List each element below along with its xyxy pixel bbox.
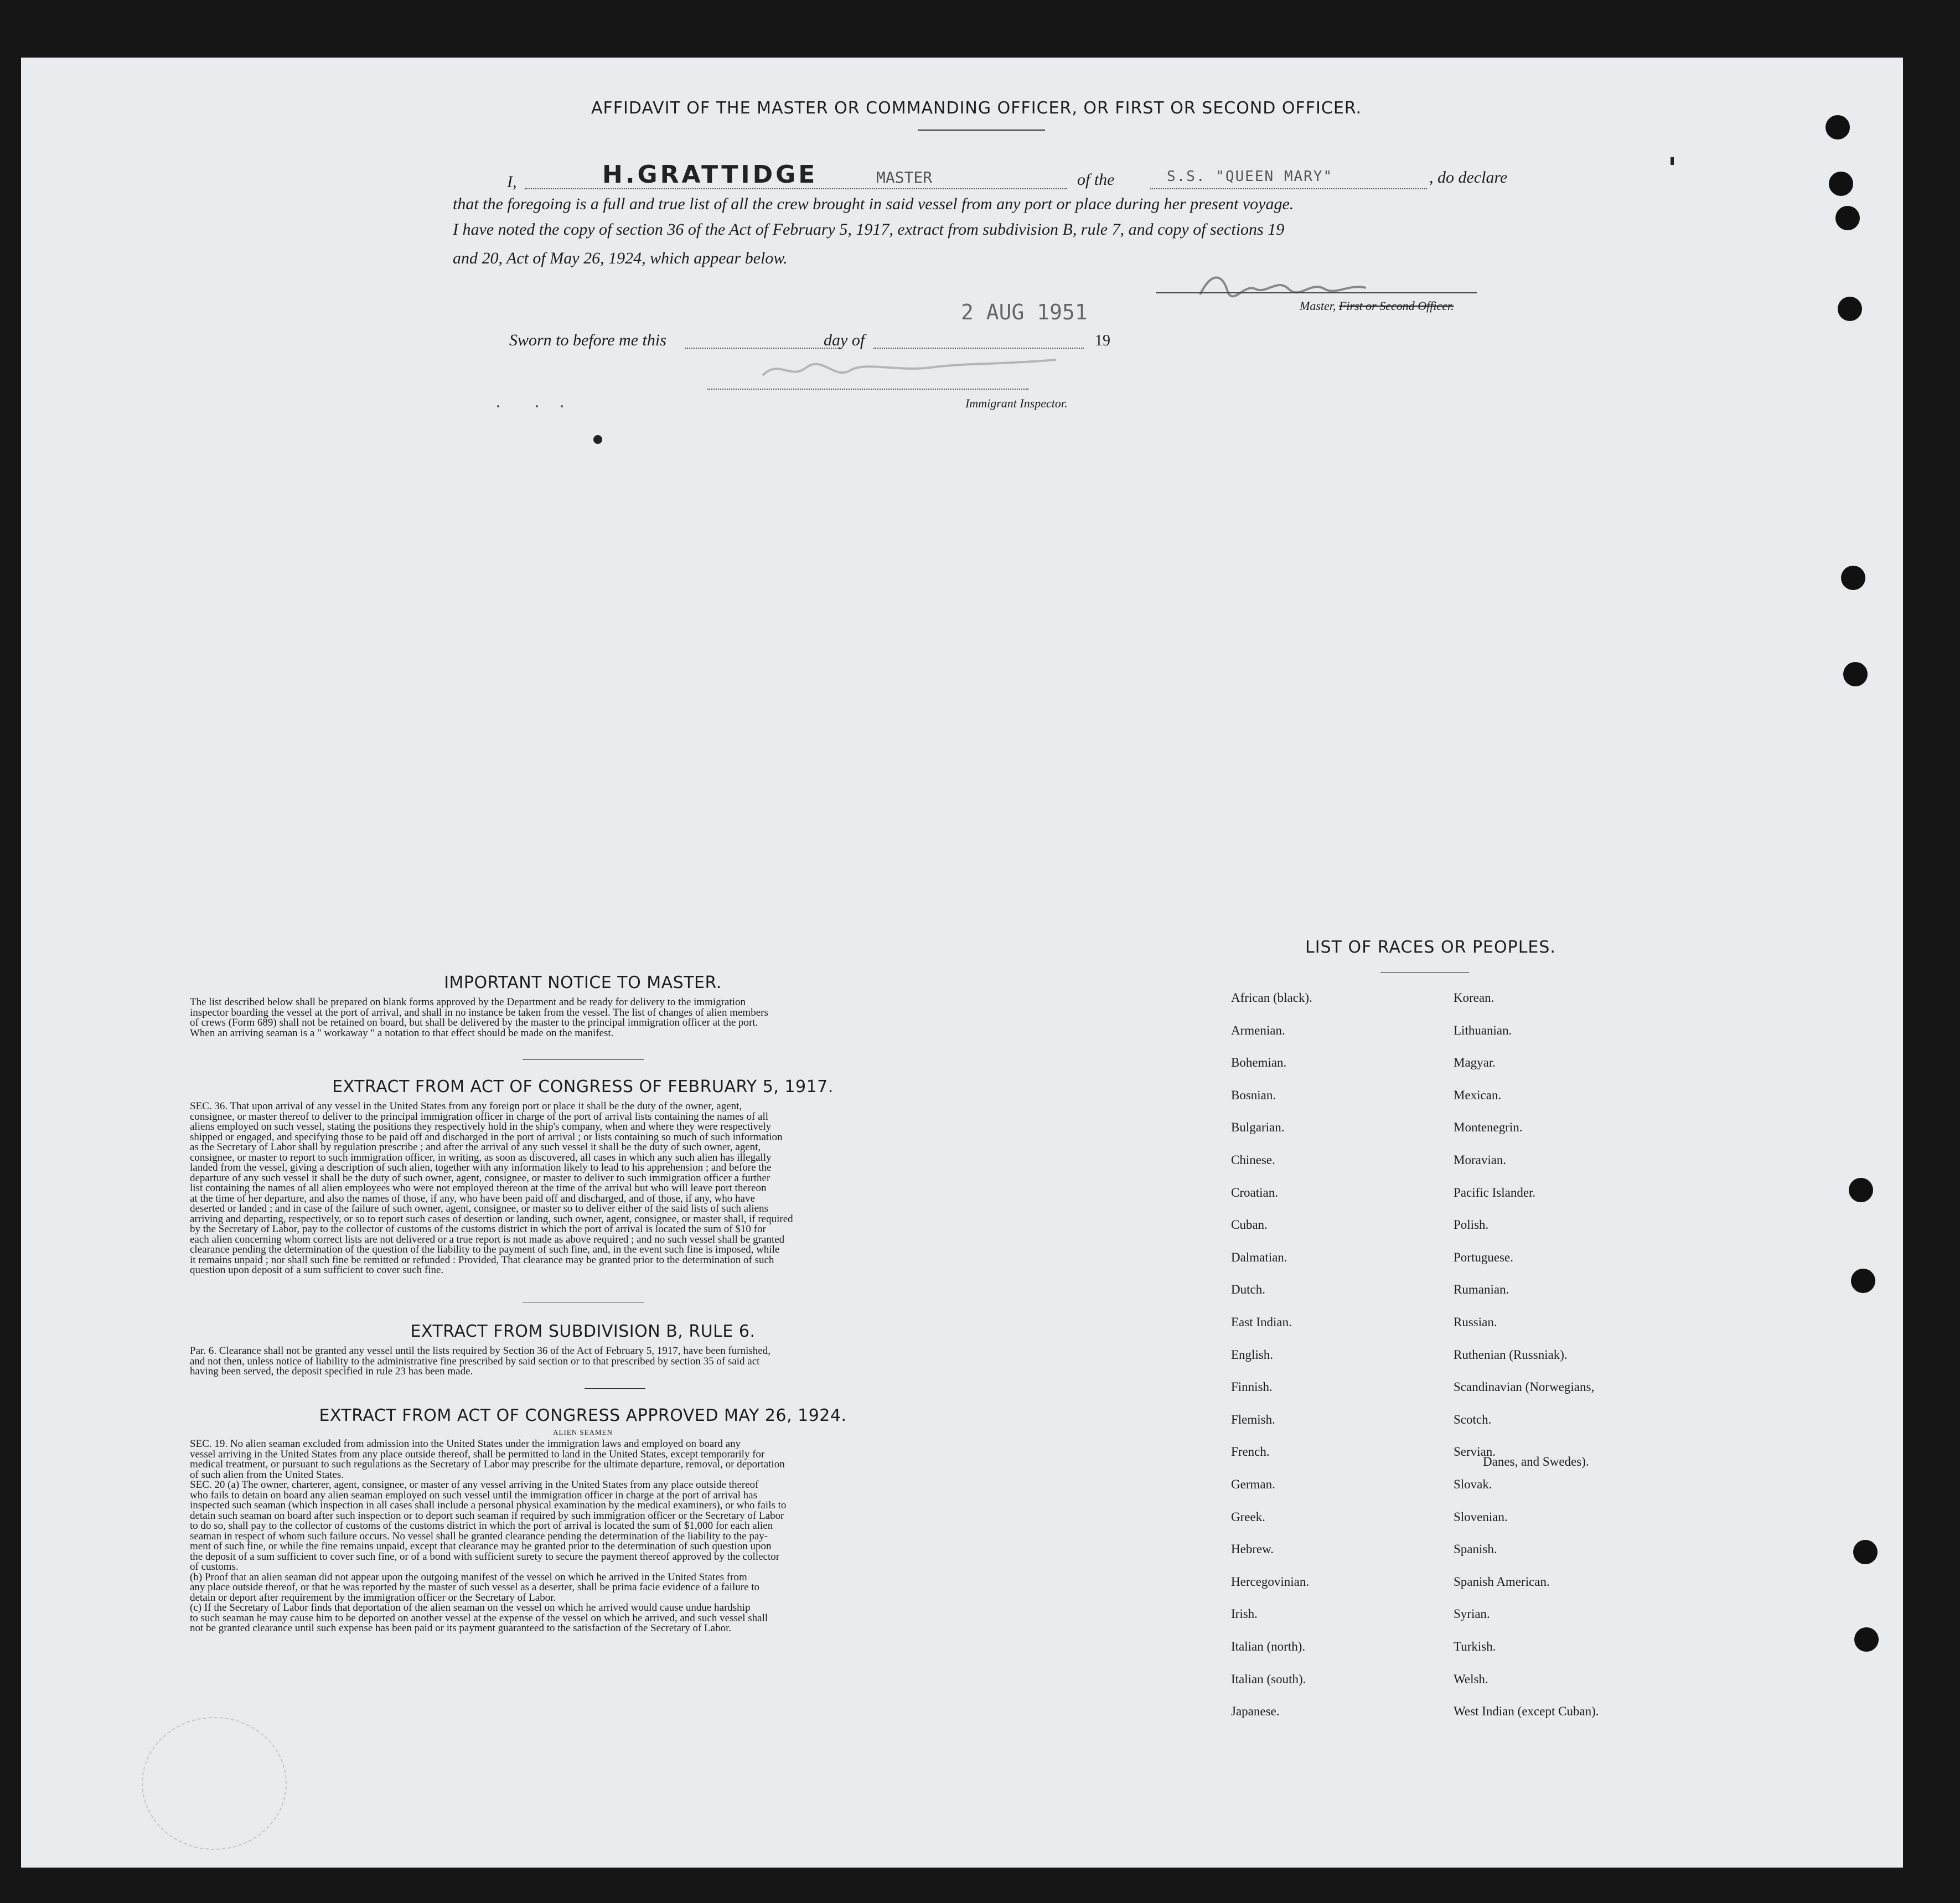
inspector-dotted-line — [707, 389, 1028, 390]
race-item: Hebrew. — [1231, 1542, 1274, 1556]
legal-text-line: by the Secretary of Labor, pay to the collector of customs of the customs district in which the port of arrival is located the sum of $10 for — [190, 1224, 766, 1235]
race-item: Finnish. — [1231, 1380, 1273, 1394]
master-name-handwritten: H.GRATTIDGE — [602, 161, 818, 189]
ink-blot — [593, 435, 602, 444]
legal-text-line: vessel arriving in the United States from any place outside thereof, shall be permitted to land in the United States, except temporarily for — [190, 1449, 765, 1460]
binder-hole — [1853, 1540, 1878, 1564]
ink-mark — [1671, 157, 1674, 165]
legal-text-line: SEC. 20 (a) The owner, charterer, agent, consignee, or master of any vessel arriving in the United States from any place outside thereof — [190, 1480, 759, 1491]
legal-text-line: SEC. 36. That upon arrival of any vessel in the United States from any foreign port or place it shall be the duty of the owner, agent, — [190, 1102, 742, 1112]
race-scandinavian-line2: Danes, and Swedes). — [1483, 1455, 1589, 1468]
legal-text-line: to such seaman he may cause him to be deported on another vessel at the expense of the vessel on which he arrived, and such vessel shall — [190, 1613, 768, 1623]
race-item: Polish. — [1454, 1218, 1489, 1232]
do-declare-text: , do declare — [1429, 168, 1508, 187]
binder-hole — [1851, 1269, 1875, 1293]
race-item: Korean. — [1454, 991, 1494, 1005]
notice-text — [190, 997, 981, 1038]
signature-line — [1156, 292, 1477, 293]
stray-mark — [497, 405, 499, 407]
legal-text-line: at the time of her departure, and also the names of those, if any, who have been paid off and discharged, and of those, if any, who have — [190, 1193, 755, 1204]
legal-text-line: question upon deposit of a sum sufficient to cover such fine. — [190, 1265, 444, 1276]
race-item: Rumanian. — [1454, 1283, 1509, 1297]
legal-text-line: Par. 6. Clearance shall not be granted any vessel until the lists required by Section 36 of the Act of February 5, 1917, have been furnished, — [190, 1346, 770, 1357]
legal-text-line: departure of any such vessel it shall be the duty of such owner, agent, consignee, or master to deliver to such immigration officer a further — [190, 1173, 770, 1183]
race-item: Lithuanian. — [1454, 1023, 1512, 1037]
extract-1917-title: EXTRACT FROM ACT OF CONGRESS OF FEBRUARY 5, 1917. — [332, 1077, 834, 1097]
legal-text-line: (b) Proof that an alien seaman did not appear upon the outgoing manifest of the vessel on which he arrived in the United States from — [190, 1572, 747, 1583]
race-item: Spanish American. — [1454, 1574, 1550, 1589]
extract-1924-text — [190, 1439, 981, 1634]
binder-hole — [1825, 115, 1850, 139]
binder-hole — [1849, 1178, 1873, 1202]
race-item: Dalmatian. — [1231, 1250, 1287, 1264]
legal-text-line: who fails to detain on board any alien seaman employed on such vessel until the immigration officer in charge at the port of arrival has — [190, 1490, 757, 1501]
races-underline — [1380, 972, 1469, 973]
race-item: Magyar. — [1454, 1056, 1496, 1070]
binder-hole — [1835, 206, 1860, 230]
extract-1917-text — [190, 1102, 981, 1276]
divider-1 — [523, 1059, 644, 1060]
race-item: Portuguese. — [1454, 1250, 1513, 1264]
legal-text-line: as the Secretary of Labor shall by regulation prescribe ; and after the arrival of any such vessel it shall be the duty of such owner, agent, — [190, 1142, 761, 1153]
stray-mark — [561, 405, 563, 407]
legal-text-line: (c) If the Secretary of Labor finds that deportation of the alien seaman on the vessel on which he arrived would cause undue hardship — [190, 1603, 751, 1614]
binder-hole — [1829, 172, 1853, 196]
notice-title: IMPORTANT NOTICE TO MASTER. — [444, 973, 722, 992]
legal-text-line: detain or deport after requirement by the immigration officer or the Secretary of Labor. — [190, 1592, 556, 1603]
affidavit-line-1: that the foregoing is a full and true list of all the crew brought in said vessel from any port or place during her present voyage. — [453, 195, 1294, 213]
race-item: Chinese. — [1231, 1153, 1275, 1167]
race-item: French. — [1231, 1445, 1270, 1459]
legal-text-line: arriving and departing, respectively, or so to report such cases of desertion or landing, such owner, agent, consignee, or master shall, if required — [190, 1214, 793, 1224]
race-item: Bosnian. — [1231, 1088, 1276, 1102]
legal-text-line: consignee, or master to report to such immigration officer, in writing, as soon as discovered, all cases in which any such alien has illegally — [190, 1152, 772, 1163]
affidavit-title: AFFIDAVIT OF THE MASTER OR COMMANDING OFFICER, OR FIRST OR SECOND OFFICER. — [591, 99, 1362, 118]
race-item: Welsh. — [1454, 1672, 1488, 1686]
legal-text-line: clearance pending the determination of the question of the liability to the payment of such fine, and, in the event such fine is imposed, while — [190, 1245, 780, 1255]
affidavit-line-3: and 20, Act of May 26, 1924, which appear below. — [453, 249, 788, 267]
legal-text-line: inspected such seaman (which inspection in all cases shall include a personal physical examination by the medical examiners), or who fails to — [190, 1501, 787, 1511]
legal-text-line: any place outside thereof, or that he was reported by the master of such vessel as a deserter, shall be prima facie evidence of a failure to — [190, 1583, 760, 1593]
race-item: Dutch. — [1231, 1283, 1265, 1297]
extract-rule6-title: EXTRACT FROM SUBDIVISION B, RULE 6. — [410, 1322, 756, 1341]
master-rank-typed: MASTER — [876, 168, 933, 187]
race-item: Servian. — [1454, 1445, 1496, 1459]
race-item: Slovak. — [1454, 1477, 1492, 1491]
legal-text-line: medical treatment, or pursuant to such regulations as the Secretary of Labor may prescribe for the ultimate departure, removal, or deportation — [190, 1460, 785, 1470]
race-item: East Indian. — [1231, 1315, 1292, 1329]
races-title: LIST OF RACES OR PEOPLES. — [1305, 938, 1556, 957]
legal-text-line: ment of such fine, or while the fine remains unpaid, except that clearance may be granted prior to the determination of such question upon — [190, 1542, 772, 1552]
binder-hole — [1843, 662, 1868, 686]
race-item: Japanese. — [1231, 1704, 1280, 1719]
document-page — [21, 58, 1903, 1868]
legal-text-line: not be granted clearance until such expense has been paid or its payment guaranteed to the satisfaction of the Secretary of Labor. — [190, 1623, 732, 1634]
race-item: English. — [1231, 1347, 1274, 1362]
race-item: Flemish. — [1231, 1412, 1275, 1426]
race-item: Bulgarian. — [1231, 1120, 1285, 1135]
faint-stamp-seal — [142, 1717, 287, 1850]
race-item: Italian (north). — [1231, 1640, 1306, 1653]
of-the-text: of the — [1077, 170, 1115, 189]
vessel-name-typed: S.S. "QUEEN MARY" — [1167, 168, 1333, 185]
signature-caption: Master, First or Second Officer. — [1300, 299, 1454, 313]
binder-hole — [1854, 1627, 1879, 1652]
inspector-caption: Immigrant Inspector. — [965, 396, 1068, 410]
title-underline — [918, 130, 1045, 131]
legal-text-line: and not then, unless notice of liability to the administrative fine prescribed by said section or to that prescribed by section 35 of said act — [190, 1356, 760, 1367]
race-item: Armenian. — [1231, 1023, 1285, 1037]
day-of-text: day of — [824, 331, 865, 349]
name-dotted-line — [525, 188, 1067, 189]
legal-text-line: it remains unpaid ; nor shall such fine be remitted or refunded : Provided, That clearance may be granted prior to the determination of such — [190, 1255, 774, 1265]
legal-text-line: having been served, the deposit specified in rule 23 has been made. — [190, 1367, 473, 1377]
race-item: Irish. — [1231, 1607, 1258, 1621]
legal-text-line: deserted or landed ; and in case of the failure of such owner, agent, consignee, or master so to deliver either of the said lists of such aliens — [190, 1204, 768, 1214]
legal-text-line: seaman in respect of whom such failure occurs. No vessel shall be granted clearance pending the determination of the liability to the pay- — [190, 1531, 768, 1542]
legal-text-line: When an arriving seaman is a " workaway " a notation to that effect should be made on the manifest. — [190, 1028, 614, 1038]
race-item: Greek. — [1231, 1509, 1265, 1524]
binder-hole — [1841, 566, 1865, 590]
legal-text-line: to do so, shall pay to the collector of customs of the customs district in which the port of arrival is located the sum of $1,000 for each alien — [190, 1521, 773, 1532]
legal-text-line: of crews (Form 689) shall not be retained on board, but shall be delivered by the master to the principal immigration officer at the port. — [190, 1018, 758, 1028]
legal-text-line: the deposit of a sum sufficient to cover such fine, or of a bond with sufficient surety to secure the payment thereof approved by the collector — [190, 1552, 780, 1562]
legal-text-line: SEC. 19. No alien seaman excluded from admission into the United States under the immigration laws and employed on board any — [190, 1439, 741, 1450]
legal-text-line: inspector boarding the vessel at the port of arrival, and shall in no instance be taken from the vessel. The list of changes of alien members — [190, 1007, 768, 1018]
legal-text-line: each alien concerning whom correct lists are not delivered or a true report is not made as above required ; and no such vessel shall be granted — [190, 1234, 785, 1245]
race-item: Italian (south). — [1231, 1672, 1306, 1686]
race-item: Turkish. — [1454, 1640, 1496, 1653]
race-item: Scotch. — [1454, 1412, 1492, 1426]
race-item: Pacific Islander. — [1454, 1185, 1536, 1199]
race-item: Montenegrin. — [1454, 1120, 1523, 1135]
binder-hole — [1838, 297, 1862, 321]
legal-text-line: shipped or engaged, and specifying those to be paid off and discharged in the port of arrival ; or lists containing so much of such information — [190, 1132, 783, 1142]
sworn-text: Sworn to before me this — [509, 331, 666, 349]
race-item: Bohemian. — [1231, 1056, 1287, 1070]
race-item: Slovenian. — [1454, 1509, 1508, 1524]
race-item: Syrian. — [1454, 1607, 1490, 1621]
legal-text-line: of customs. — [190, 1562, 239, 1573]
legal-text-line: consignee, or master thereof to deliver to the principal immigration officer in charge of the port of arrival lists containing the names of all — [190, 1111, 769, 1122]
extract-rule6-text — [190, 1346, 981, 1377]
affidavit-line-2: I have noted the copy of section 36 of the Act of February 5, 1917, extract from subdivision B, rule 7, and copy of sections 19 — [453, 220, 1285, 239]
vessel-dotted-line — [1150, 188, 1427, 189]
race-item: Russian. — [1454, 1315, 1497, 1329]
legal-text-line: aliens employed on such vessel, stating the positions they respectively hold in the ship's company, when and where they were respectively — [190, 1122, 772, 1133]
race-item: West Indian (except Cuban). — [1454, 1704, 1599, 1719]
divider-3 — [585, 1388, 645, 1389]
legal-text-line: landed from the vessel, giving a description of such alien, together with any information likely to lead to his apprehension ; and before the — [190, 1163, 772, 1173]
stray-mark — [536, 405, 538, 407]
race-item: African (black). — [1231, 991, 1312, 1005]
year-prefix: 19 — [1095, 332, 1110, 349]
affidavit-i: I, — [507, 173, 517, 191]
race-item: Mexican. — [1454, 1088, 1502, 1102]
race-item: Cuban. — [1231, 1218, 1268, 1232]
inspector-signature — [757, 348, 1067, 392]
extract-1924-subtitle: ALIEN SEAMEN — [553, 1428, 613, 1436]
race-item: Scandinavian (Norwegians, — [1454, 1380, 1595, 1394]
race-item: German. — [1231, 1477, 1275, 1491]
legal-text-line: detain such seaman on board after such inspection or to deport such seaman if required by such immigration officer or the Secretary of Labor — [190, 1511, 784, 1521]
race-item: Ruthenian (Russniak). — [1454, 1347, 1568, 1362]
extract-1924-title: EXTRACT FROM ACT OF CONGRESS APPROVED MAY 26, 1924. — [319, 1406, 847, 1425]
legal-text-line: list containing the names of all alien employees who were not employed thereon at the time of the arrival but who will leave port thereon — [190, 1183, 767, 1194]
race-item: Moravian. — [1454, 1153, 1507, 1167]
race-item: Hercegovinian. — [1231, 1574, 1310, 1589]
race-item: Croatian. — [1231, 1185, 1278, 1199]
legal-text-line: The list described below shall be prepared on blank forms approved by the Department and be ready for delivery to the immigration — [190, 997, 746, 1008]
date-stamp: 2 AUG 1951 — [961, 300, 1088, 324]
race-item: Spanish. — [1454, 1542, 1497, 1556]
legal-text-line: of such alien from the United States. — [190, 1470, 344, 1480]
